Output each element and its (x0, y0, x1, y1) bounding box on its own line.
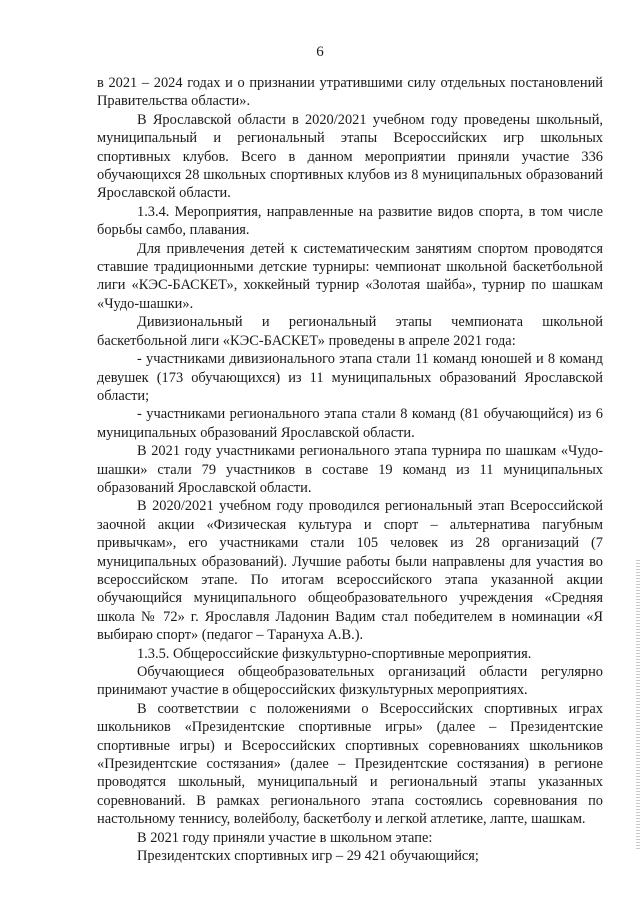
paragraph-presidential-games: В соответствии с положениями о Всероссийских спортивных играх школьников «Президентские спортивные игры» (далее – Президентские спортивные игры) и Всероссийских спортивных соревнованиях школьников «Президентские состязания» (далее – Президентские состязания) в регионе проводятся школьный, муниципальный и региональный этапы указанных соревнований. В рамках регионального этапа состоялись соревнования по настольному теннису, волейболу, баскетболу и легкой атлетике, лапте, шашкам. (97, 700, 603, 828)
paragraph-kes-basket-stages: Дивизиональный и региональный этапы чемпионата школьной баскетбольной лиги «КЭС-БАСКЕТ» проведены в апреле 2021 года: (97, 314, 603, 349)
section-heading-1-3-4: 1.3.4. Мероприятия, направленные на развитие видов спорта, в том числе борьбы самбо, плавания. (97, 203, 603, 239)
list-item-regional-stage: - участниками регионального этапа стали 8 команд (81 обучающийся) из 6 муниципальных образований Ярославской области. (97, 406, 603, 441)
paragraph-all-russian-events: Обучающиеся общеобразовательных организаций области регулярно принимают участие в общероссийских физкультурных мероприятиях. (97, 664, 603, 699)
section-heading-1-3-5: 1.3.5. Общероссийские физкультурно-спортивные мероприятия. (137, 645, 532, 662)
scan-edge-mark (636, 560, 640, 850)
document-body (97, 74, 603, 865)
paragraph-zaochnaya-akciya: В 2020/2021 учебном году проводился региональный этап Всероссийской заочной акции «Физическая культура и спорт – альтернатива пагубным привычкам», его участниками стали 105 человек из 28 организаций (7 муниципальных образований). Лучшие работы были направлены для участия во всероссийском этапе. По итогам всероссийского этапа указанной акции обучающийся муниципального общеобразовательного учреждения «Средняя школа № 72» г. Ярославля Ладонин Вадим стал победителем в номинации «Я выбираю спорт» (педагог – Тарануха А.В.). (97, 498, 603, 644)
paragraph-chudo-shashki: В 2021 году участниками регионального этапа турнира по шашкам «Чудо-шашки» стали 79 участников в составе 19 команд из 11 муниципальных образований Ярославской области. (97, 443, 603, 496)
paragraph-continuation: в 2021 – 2024 годах и о признании утратившими силу отдельных постановлений Правительства области». (97, 75, 603, 110)
paragraph-school-sports-clubs: В Ярославской области в 2020/2021 учебном году проведены школьный, муниципальный и региональный этапы Всероссийских игр школьных спортивных клубов. Всего в данном мероприятии приняли участие 336 обучающихся 28 школьных спортивных клубов из 8 муниципальных образований Ярославской области. (97, 111, 603, 202)
paragraph-traditional-tournaments: Для привлечения детей к систематическим занятиям спортом проводятся ставшие традиционными детские турниры: чемпионат школьной баскетбольной лиги «КЭС-БАСКЕТ», хоккейный турнир «Золотая шайба», турнир по шашкам «Чудо-шашки». (97, 240, 603, 312)
paragraph-school-stage-intro: В 2021 году приняли участие в школьном этапе: (137, 829, 433, 846)
page-number: 6 (316, 44, 324, 60)
list-item-divisional-stage: - участниками дивизионального этапа стали 11 команд юношей и 8 команд девушек (173 обучающихся) из 11 муниципальных образований Ярославской области; (97, 351, 603, 404)
paragraph-presidential-games-count: Президентских спортивных игр – 29 421 обучающийся; (137, 848, 479, 865)
